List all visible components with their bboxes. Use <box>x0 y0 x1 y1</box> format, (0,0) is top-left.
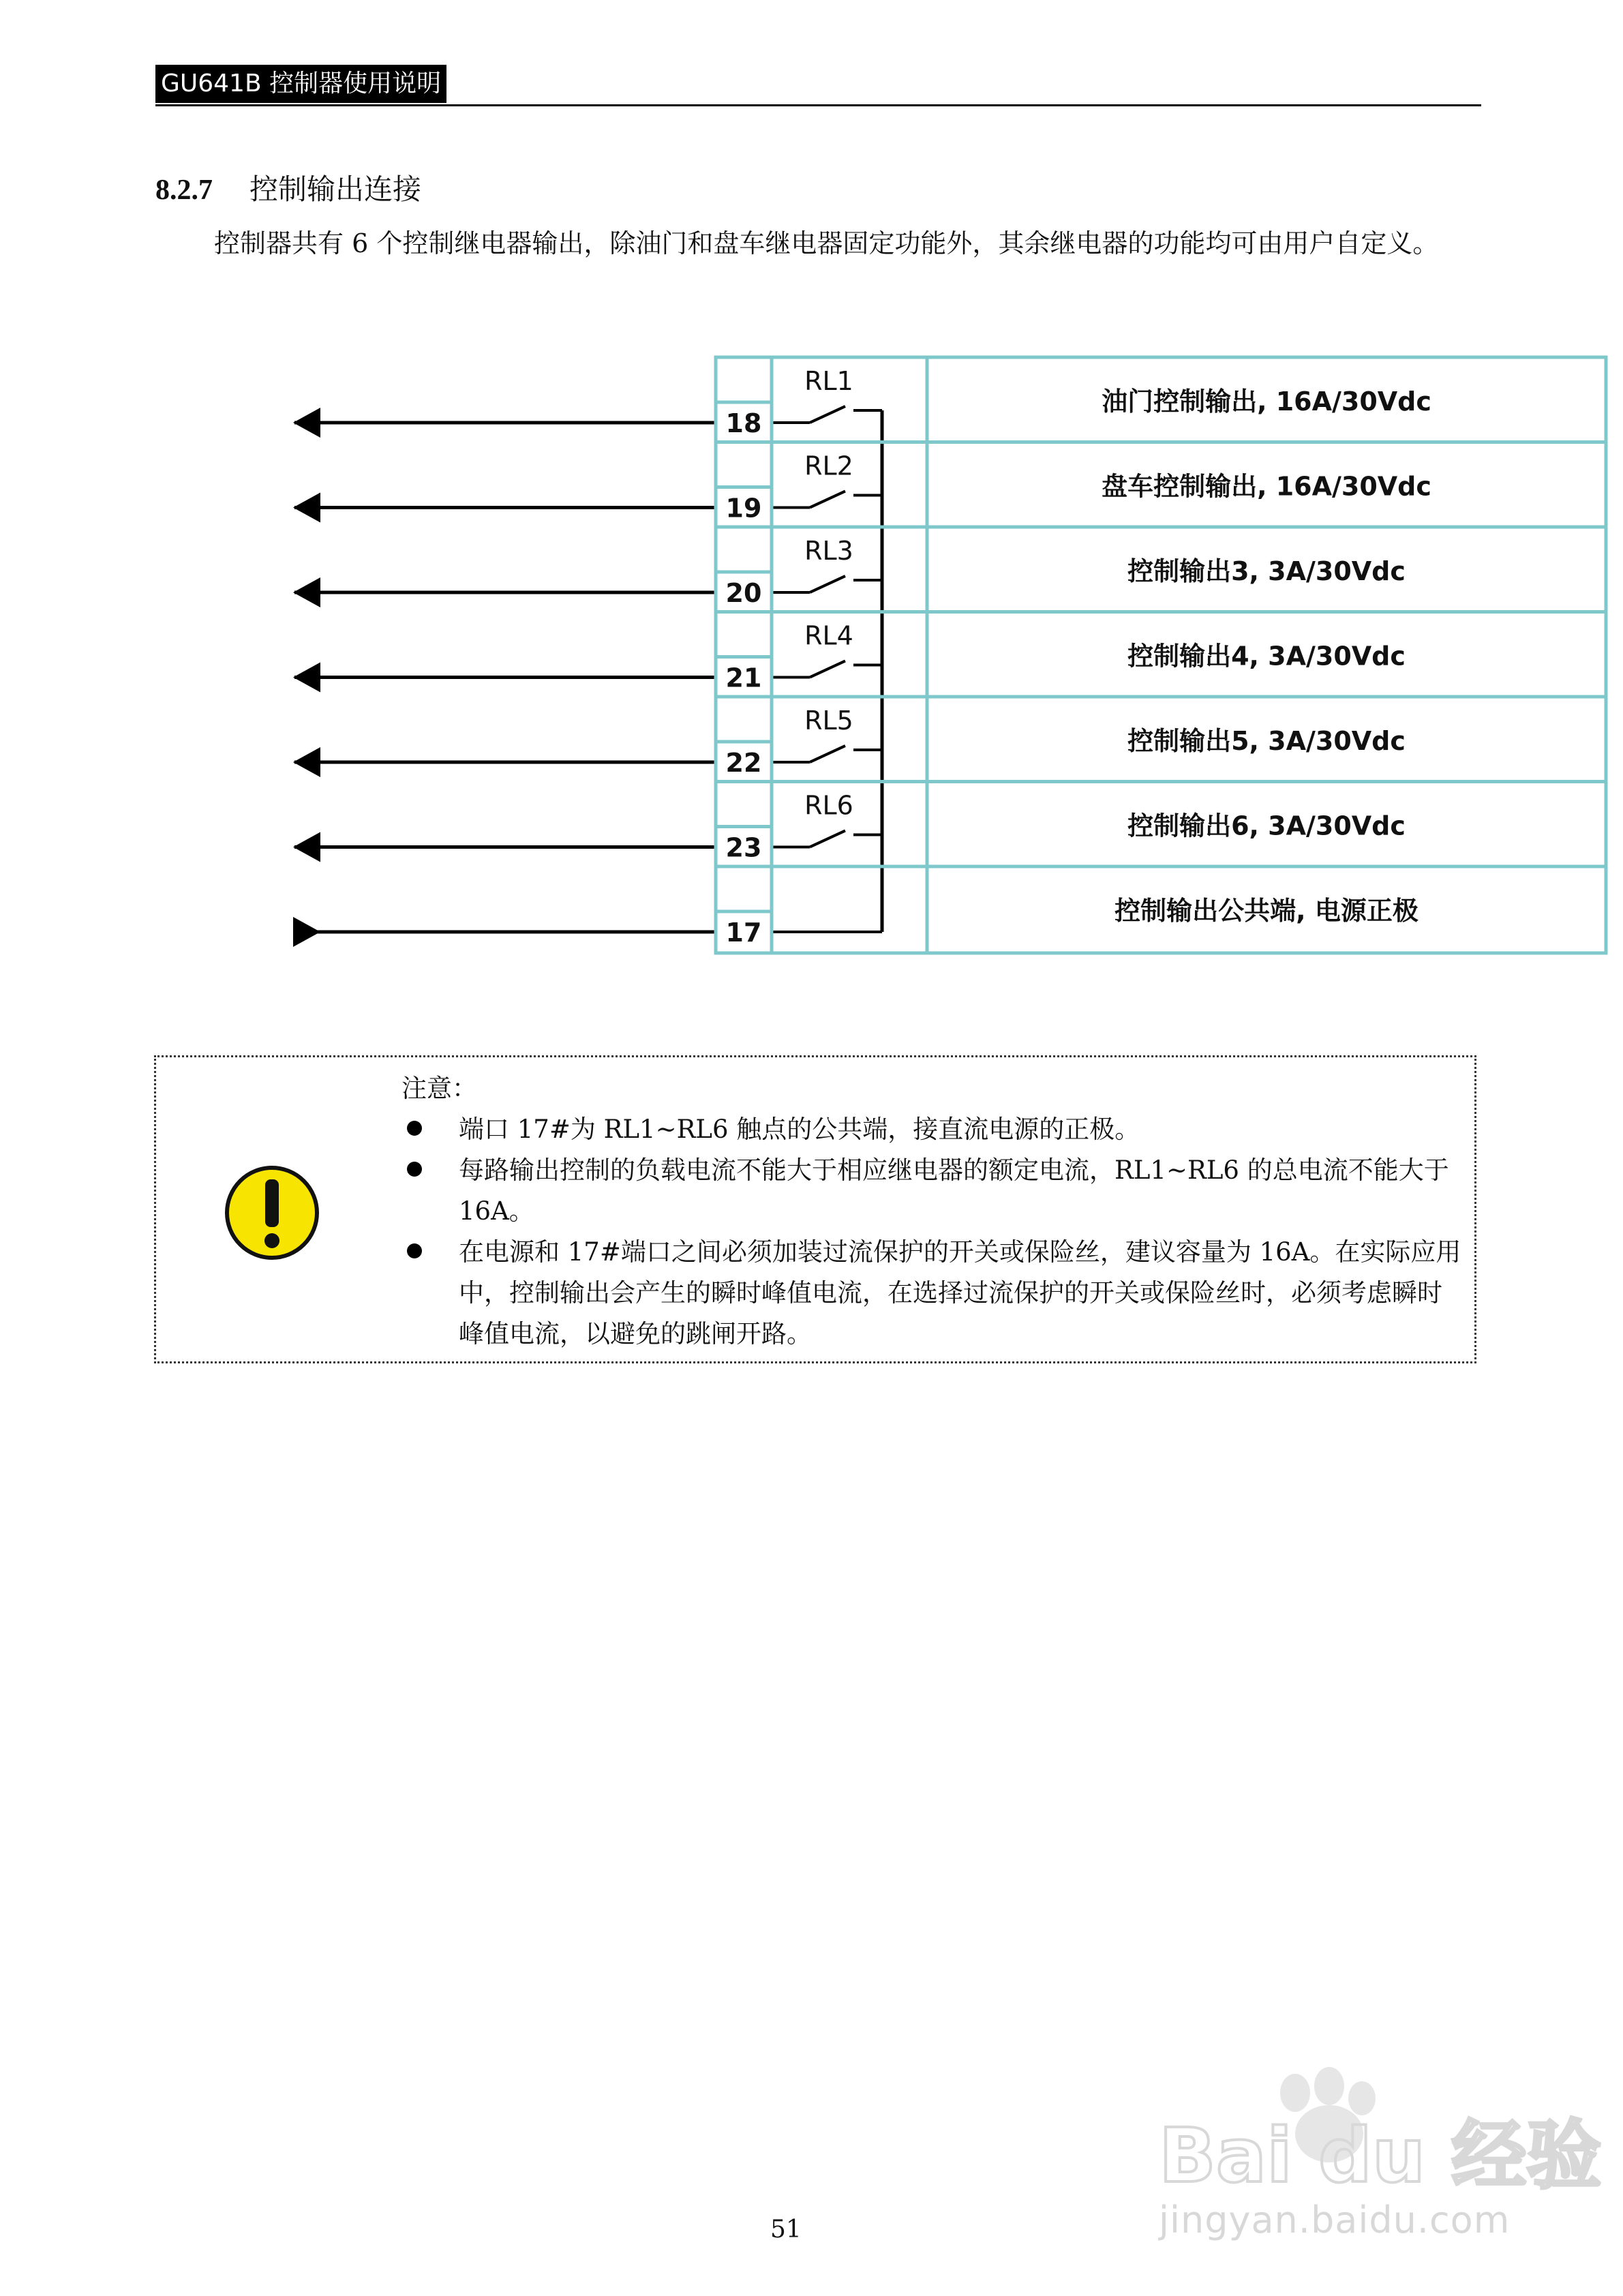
relay-output-wiring-diagram <box>273 354 1431 968</box>
output-description: 控制输出3, 3A/30Vdc <box>1127 556 1406 586</box>
relay-label: RL1 <box>804 366 853 396</box>
relay-contact-icon <box>810 831 845 847</box>
relay-label: RL2 <box>804 451 853 481</box>
output-description: 控制输出4, 3A/30Vdc <box>1127 641 1406 671</box>
section-heading <box>155 169 421 211</box>
output-arrow-icon <box>293 663 320 693</box>
output-description: 控制输出公共端, 电源正极 <box>1114 896 1419 926</box>
output-arrow-icon <box>293 493 320 523</box>
note-item <box>401 1150 1462 1232</box>
watermark-url: jingyan.baidu.com <box>1159 2199 1511 2241</box>
output-description: 油门控制输出, 16A/30Vdc <box>1102 387 1431 417</box>
terminal-number: 19 <box>725 493 762 524</box>
document-header-title: GU641B 控制器使用说明 <box>155 65 446 103</box>
relay-label: RL3 <box>804 536 853 566</box>
note-item-text: 端口 17#为 RL1~RL6 触点的公共端，接直流电源的正极。 <box>459 1115 1140 1144</box>
relay-contact-icon <box>810 576 845 592</box>
terminal-number: 22 <box>725 748 762 778</box>
note-content <box>401 1068 1462 1355</box>
note-item-text: 每路输出控制的负载电流不能大于相应继电器的额定电流，RL1~RL6 的总电流不能大于 16A。 <box>459 1155 1449 1226</box>
bullet-icon <box>407 1243 422 1258</box>
bullet-icon <box>407 1162 422 1177</box>
relay-contact-icon <box>810 406 845 423</box>
relay-label: RL5 <box>804 706 853 736</box>
input-arrow-icon <box>293 917 320 947</box>
relay-contact-icon <box>810 492 845 508</box>
page-number: 51 <box>770 2216 802 2244</box>
terminal-number: 18 <box>725 408 762 438</box>
terminal-number: 17 <box>725 918 762 948</box>
terminal-number: 23 <box>725 832 762 863</box>
note-title: 注意： <box>401 1074 477 1103</box>
intro-paragraph: 控制器共有 6 个控制继电器输出，除油门和盘车继电器固定功能外，其余继电器的功能均可由用户自定义。 <box>214 228 1439 258</box>
output-description: 控制输出6, 3A/30Vdc <box>1127 811 1406 841</box>
terminal-number: 21 <box>725 663 762 693</box>
note-item-text: 在电源和 17#端口之间必须加装过流保护的开关或保险丝，建议容量为 16A。在实际应用中，控制输出会产生的瞬时峰值电流，在选择过流保护的开关或保险丝时，必须考虑瞬时峰值电流，以避免的跳闸开路。 <box>459 1237 1461 1348</box>
watermark-brand: Bai du 经验 <box>1159 2112 1602 2199</box>
section-title: 控制输出连接 <box>249 172 422 206</box>
note-item <box>401 1109 1462 1150</box>
output-arrow-icon <box>293 832 320 862</box>
relay-contact-icon <box>810 746 845 762</box>
output-arrow-icon <box>293 747 320 777</box>
warning-exclamation-icon <box>222 1163 322 1263</box>
section-number: 8.2.7 <box>155 175 213 206</box>
output-arrow-icon <box>293 577 320 607</box>
relay-label: RL6 <box>804 790 853 821</box>
baidu-watermark <box>1145 2066 1609 2216</box>
note-item <box>401 1232 1462 1355</box>
output-description: 盘车控制输出, 16A/30Vdc <box>1102 471 1431 502</box>
note-box <box>154 1055 1476 1363</box>
output-description: 控制输出5, 3A/30Vdc <box>1127 726 1406 756</box>
relay-contact-icon <box>810 661 845 678</box>
header-rule <box>155 104 1481 106</box>
bullet-icon <box>407 1121 422 1136</box>
terminal-number: 20 <box>725 578 762 608</box>
output-arrow-icon <box>293 408 320 438</box>
relay-label: RL4 <box>804 620 853 651</box>
